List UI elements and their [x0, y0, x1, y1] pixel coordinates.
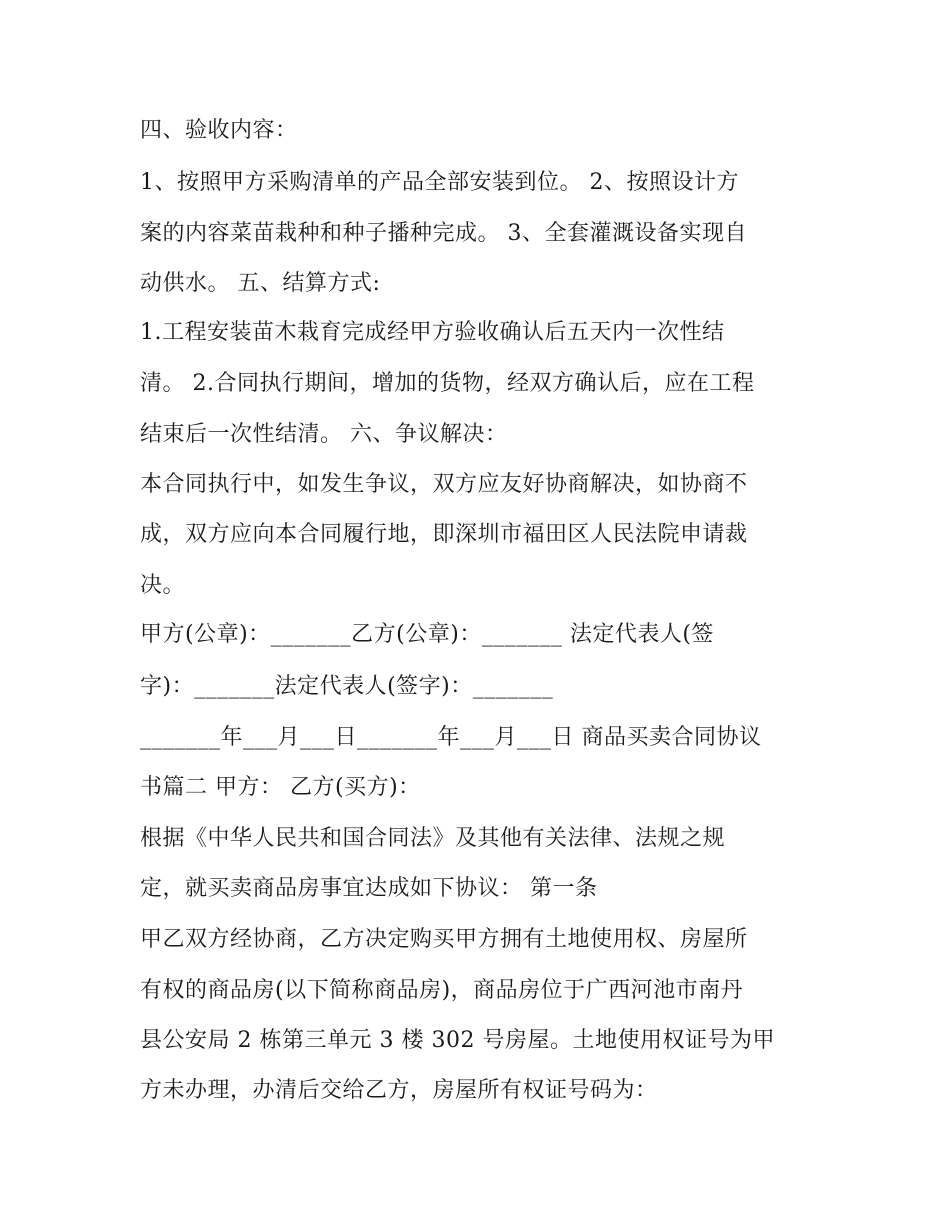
text-line: 定，就买卖商品房事宜达成如下协议： 第一条 [140, 876, 598, 901]
text-line: 清。 2.合同执行期间，增加的货物，经双方确认后，应在工程 [140, 371, 755, 396]
text-line: 四、验收内容： [140, 118, 298, 143]
text-line: 字)：_______法定代表人(签字)：_______ [140, 674, 554, 699]
text-line: 书篇二 甲方： 乙方(买方)： [140, 775, 421, 800]
text-line: 1、按照甲方采购清单的产品全部安装到位。 2、按照设计方 [140, 170, 739, 195]
text-line: 本合同执行中，如发生争议，双方应友好协商解决，如协商不 [140, 472, 748, 497]
text-line: 根据《中华人民共和国合同法》及其他有关法律、法规之规 [140, 826, 726, 851]
text-line: 方未办理，办清后交给乙方，房屋所有权证号码为： [140, 1078, 658, 1103]
text-line: 决。 [140, 573, 186, 598]
text-line: 案的内容菜苗栽种和种子播种完成。 3、全套灌溉设备实现自 [140, 221, 747, 246]
text-line: 1.工程安装苗木栽育完成经甲方验收确认后五天内一次性结 [140, 320, 725, 345]
text-line: 甲方(公章)：_______乙方(公章)：_______ 法定代表人(签 [140, 622, 714, 647]
text-line: 成，双方应向本合同履行地，即深圳市福田区人民法院申请裁 [140, 522, 748, 547]
text-line: 甲乙双方经协商，乙方决定购买甲方拥有土地使用权、房屋所 [140, 927, 748, 952]
text-line: 结束后一次性结清。 六、争议解决： [140, 422, 508, 447]
text-line: 有权的商品房(以下简称商品房)，商品房位于广西河池市南丹 [140, 978, 744, 1003]
text-line: 县公安局 2 栋第三单元 3 楼 302 号房屋。土地使用权证号为甲 [140, 1028, 775, 1053]
text-line: _______年___月___日_______年___月___日 商品买卖合同协议 [140, 725, 762, 750]
text-line: 动供水。 五、结算方式: [140, 271, 381, 296]
